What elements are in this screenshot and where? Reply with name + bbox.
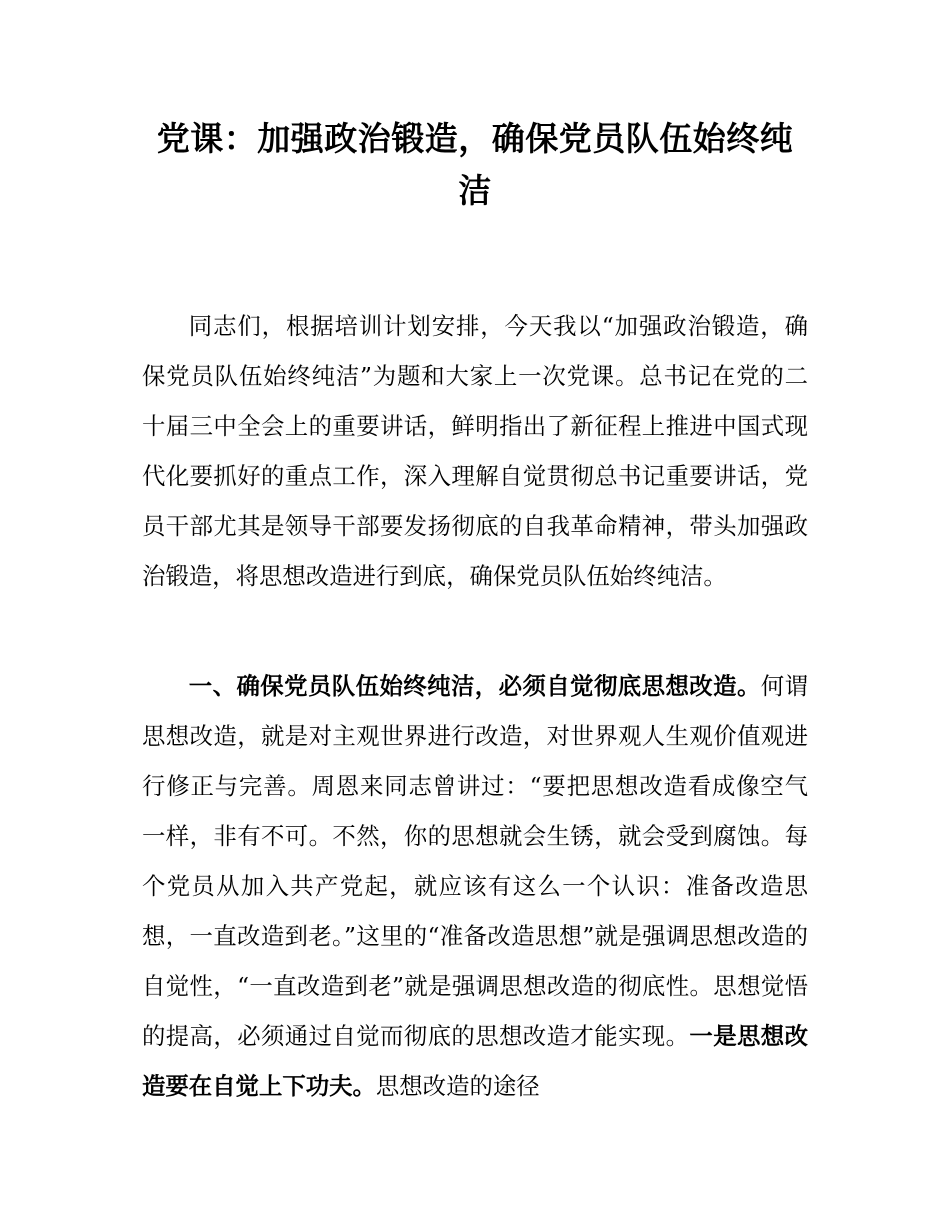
section-1-text-a: 何谓思想改造，就是对主观世界进行改造，对世界观人生观价值观进行修正与完善。周恩来同志曾讲过：“要把思想改造看成像空气一样，非有不可。不然，你的思想就会生锈，就会受到腐蚀。每个党员从加入共产党起，就应该有这么一个认识：准备改造思想，一直改造到老。”这里的“准备改造思想”就是强调思想改造的自觉性，“一直改造到老”就是强调思想改造的彻底性。思想觉悟的提高，必须通过自觉而彻底的思想改造才能实现。 xyxy=(142,672,809,1050)
intro-paragraph: 同志们，根据培训计划安排，今天我以“加强政治锻造，确保党员队伍始终纯洁”为题和大家上一次党课。总书记在党的二十届三中全会上的重要讲话，鲜明指出了新征程上推进中国式现代化要抓好的重点工作，深入理解自觉贯彻总书记重要讲话，党员干部尤其是领导干部要发扬彻底的自我革命精神，带头加强政治锻造，将思想改造进行到底，确保党员队伍始终纯洁。 xyxy=(142,312,808,590)
section-1-paragraph xyxy=(142,661,808,1111)
section-1-heading: 一、确保党员队伍始终纯洁，必须自觉彻底思想改造。 xyxy=(188,672,761,700)
section-1-point-1: 一是思想改造要在自觉上下功夫。 xyxy=(142,1022,808,1100)
document-title: 党课：加强政治锻造，确保党员队伍始终纯洁 xyxy=(156,119,794,210)
section-1-text-b: 思想改造的途径 xyxy=(375,1072,540,1100)
